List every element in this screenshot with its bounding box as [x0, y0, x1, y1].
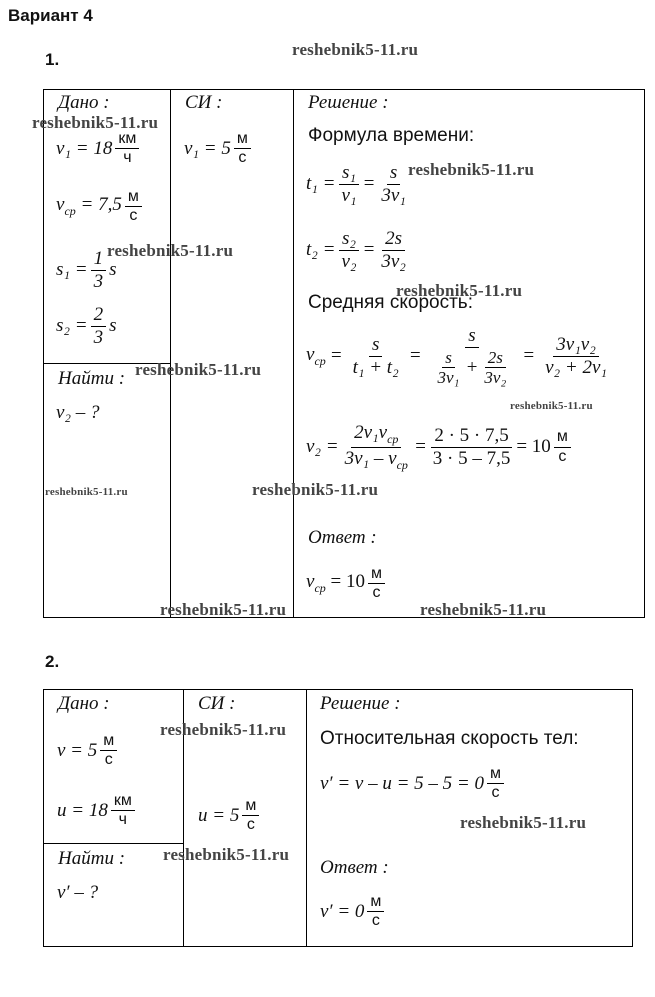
watermark: reshebnik5-11.ru [163, 845, 290, 864]
solution-header: Решение : [308, 92, 389, 113]
find-value: v′ – ? [57, 882, 99, 903]
formula-t2: t₂ = $\frac{\text{s₂}}{\text{v₂}}$ = $\frac{2s}{\text{3v₂}}$ [306, 228, 406, 272]
watermark: reshebnik5-11.ru [460, 813, 587, 832]
si-header: СИ : [185, 92, 223, 113]
given-u: u = 18 $\frac{км}{ч}$ [57, 792, 138, 830]
given-s2: s₂ = $\frac{2}{3}$ s [56, 304, 117, 348]
find-value: v₂ – ? [56, 402, 100, 423]
solution-header: Решение : [320, 693, 401, 714]
time-formula-label: Формула времени: [308, 125, 475, 146]
given-header: Дано : [58, 693, 110, 714]
watermark: reshebnik5-11.ru [160, 720, 287, 739]
find-header: Найти : [58, 848, 126, 869]
given-v: v = 5 $\frac{м}{с}$ [57, 732, 120, 770]
si-u: u = 5 $\frac{м}{с}$ [198, 797, 262, 835]
page-title: Вариант 4 [8, 6, 93, 25]
answer-value: v′ = 0 $\frac{м}{с}$ [320, 893, 387, 931]
si-header: СИ : [198, 693, 236, 714]
find-header: Найти : [58, 368, 126, 389]
watermark: reshebnik5-11.ru [292, 40, 419, 59]
given-v1: v₁ = 18 $\frac{км}{ч}$ [56, 130, 142, 168]
watermark: reshebnik5-11.ru [252, 480, 379, 499]
watermark: reshebnik5-11.ru [408, 160, 535, 179]
given-s1: s₁ = $\frac{1}{3}$ s [56, 248, 117, 292]
relative-speed-label: Относительная скорость тел: [320, 728, 579, 749]
watermark: reshebnik5-11.ru [160, 600, 287, 619]
si-v1: v₁ = 5 $\frac{м}{с}$ [184, 130, 254, 168]
formula-t1: t₁ = $\frac{\text{s₁}}{\text{v₁}}$ = $\frac{s}{\text{3v₁}}$ [306, 162, 406, 206]
watermark: reshebnik5-11.ru [107, 241, 234, 260]
watermark: reshebnik5-11.ru [420, 600, 547, 619]
divider [43, 843, 183, 844]
answer-value: $v_{ср} = 10$ $\frac{м}{с}$ [306, 565, 388, 603]
watermark: reshebnik5-11.ru [45, 486, 128, 498]
watermark: reshebnik5-11.ru [396, 281, 523, 300]
divider [170, 89, 171, 618]
watermark: reshebnik5-11.ru [135, 360, 262, 379]
watermark: reshebnik5-11.ru [510, 400, 593, 412]
formula-v2: v₂ = $\frac{2v_1v_{ср}}{3v_1 - v_{ср}}$ = $\frac{2 \cdot 5 \cdot 7,5}{3 \cdot 5 - 7,5}$ = 10 $\frac{м}{с}$ [306, 422, 574, 472]
given-vcp: $v_{ср} = 7,5$ $\frac{м}{с}$ [56, 188, 145, 226]
problem-1-number: 1. [45, 50, 60, 69]
answer-header: Ответ : [308, 527, 377, 548]
avg-speed-label: Средняя скорость: [308, 292, 473, 313]
divider [293, 89, 294, 618]
given-header: Дано : [58, 92, 110, 113]
divider [306, 689, 307, 947]
problem-2-number: 2. [45, 652, 60, 671]
formula-vcp: $v_{ср}$ = $\frac{s}{\text{t₁ + t₂}}$ = s $\frac{s}{\text{3v₁}}$ + $\frac{2s}{\text{3v₂}}$ = $\frac{\text{3v₁v₂}}{\text{v₂ + 2v₁}}$ [306, 325, 608, 388]
watermark: reshebnik5-11.ru [32, 113, 159, 132]
formula-relative: v′ = v – u = 5 – 5 = 0 $\frac{м}{с}$ [320, 765, 507, 803]
answer-header: Ответ : [320, 857, 389, 878]
